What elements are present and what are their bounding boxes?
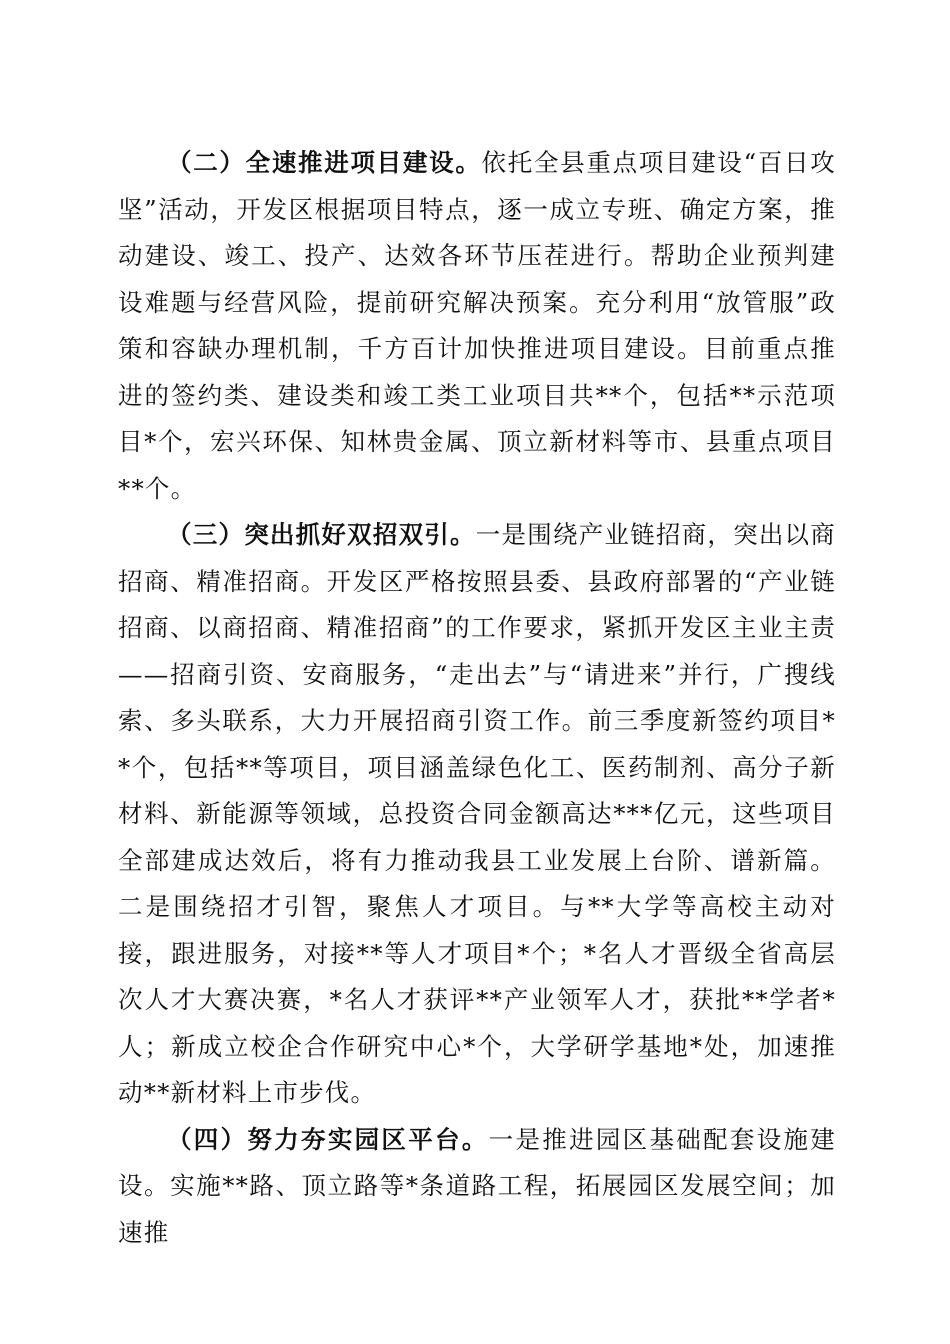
paragraph-text: 一是推进园区基础配套设施建设。实施**路、顶立路等*条道路工程，拓展园区发展空间；加速推 bbox=[118, 1124, 836, 1247]
paragraph-investment-talent bbox=[118, 512, 836, 1117]
paragraph-text: 一是围绕产业链招商，突出以商招商、精准招商。开发区严格按照县委、县政府部署的“产业链招商、以商招商、精准招商”的工作要求，紧抓开发区主业主责——招商引资、安商服务，“走出去”与“请进来”并行，广搜线索、多头联系，大力开展招商引资工作。前三季度新签约项目**个，包括**等项目，项目涵盖绿色化工、医药制剂、高分子新材料、新能源等领域，总投资合同金额高达***亿元，这些项目全部建成达效后，将有力推动我县工业发展上台阶、谱新篇。二是围绕招才引智，聚焦人才项目。与**大学等高校主动对接，跟进服务，对接**等人才项目*个；*名人才晋级全省高层次人才大赛决赛，*名人才获评**产业领军人才，获批**学者*人；新成立校企合作研究中心*个，大学研学基地*处，加速推动**新材料上市步伐。 bbox=[118, 520, 836, 1107]
document-body bbox=[118, 140, 836, 1256]
paragraph-text: 依托全县重点项目建设“百日攻坚”活动，开发区根据项目特点，逐一成立专班、确定方案，推动建设、竣工、投产、达效各环节压茬进行。帮助企业预判建设难题与经营风险，提前研究解决预案。充分利用“放管服”政策和容缺办理机制，千方百计加快推进项目建设。目前重点推进的签约类、建设类和竣工类工业项目共**个，包括**示范项目*个，宏兴环保、知林贵金属、顶立新材料等市、县重点项目**个。 bbox=[118, 148, 836, 503]
paragraph-park-platform bbox=[118, 1117, 836, 1257]
paragraph-heading: （二）全速推进项目建设。 bbox=[167, 148, 482, 177]
paragraph-heading: （三）突出抓好双招双引。 bbox=[167, 520, 476, 549]
paragraph-heading: （四）努力夯实园区平台。 bbox=[167, 1124, 489, 1154]
paragraph-project-construction bbox=[118, 140, 836, 512]
